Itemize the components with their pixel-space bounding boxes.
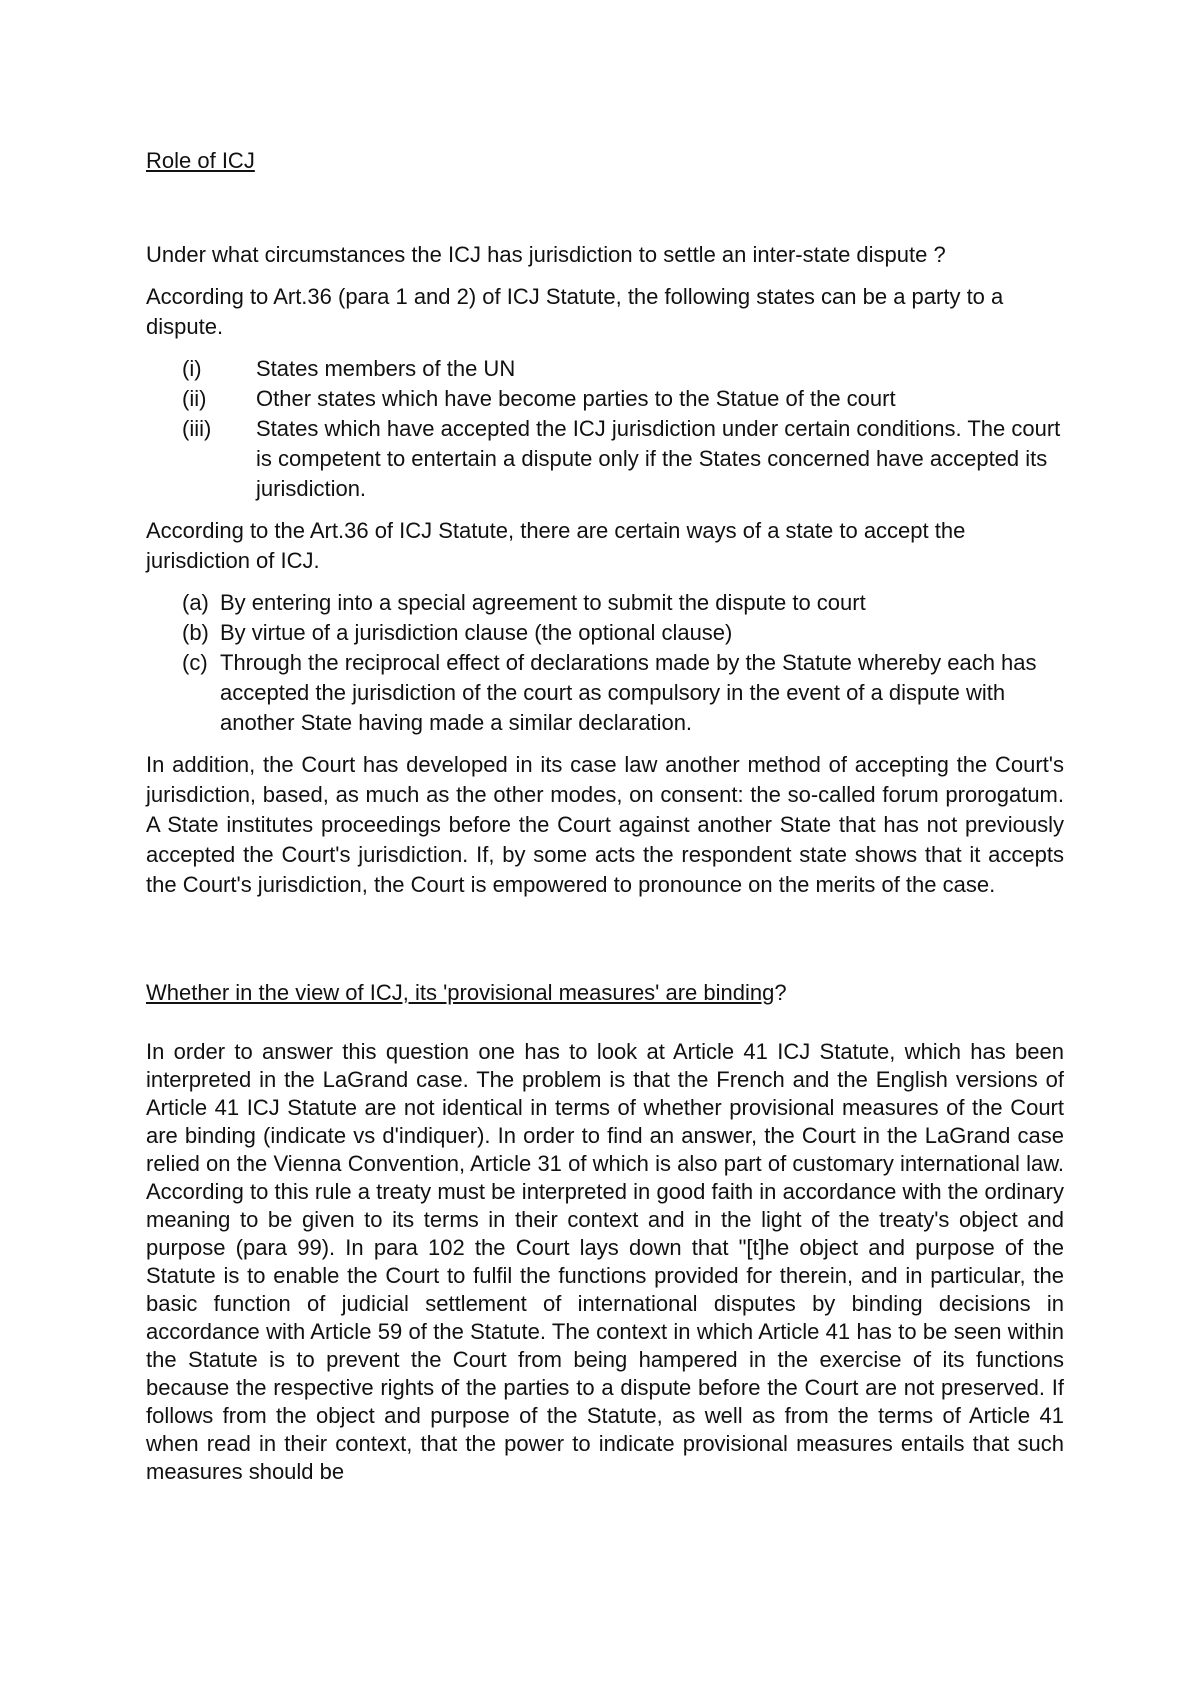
provisional-measures-paragraph: In order to answer this question one has to look at Article 41 ICJ Statute, which has been interpreted in the LaGrand case. The problem is that the French and the English versions of Article 41 ICJ Statute are not identical in terms of whether provisional measures of the Court are binding (indicate vs d'indiquer). In order to find an answer, the Court in the LaGrand case relied on the Vienna Convention, Article 31 of which is also part of customary international law. According to this rule a treaty must be interpreted in good faith in accordance with the ordinary meaning to be given to its terms in their context and in the light of the treaty's object and purpose (para 99). In para 102 the Court lays down that "[t]he object and purpose of the Statute is to enable the Court to fulfil the functions provided for therein, and in particular, the basic function of judicial settlement of international disputes by binding decisions in accordance with Article 59 of the Statute. The context in which Article 41 has to be seen within the Statute is to prevent the Court from being hampered in the exercise of its functions because the respective rights of the parties to a dispute before the Court are not preserved. If follows from the object and purpose of the Statute, as well as from the terms of Article 41 when read in their context, that the power to indicate provisional measures entails that such measures should be (146, 1039, 1064, 1484)
list-marker: (ii) (182, 386, 207, 411)
list-item-text: States members of the UN (256, 356, 516, 381)
list-marker: (a) (182, 590, 209, 615)
list-item (146, 618, 1064, 648)
list-item (146, 354, 1064, 384)
section-title-suffix: ? (774, 980, 787, 1005)
list-item-text: Other states which have become parties to the Statue of the court (256, 386, 896, 411)
list-item-text: States which have accepted the ICJ jurisdiction under certain conditions. The court is competent to entertain a dispute only if the States concerned have accepted its jurisdiction. (256, 416, 1061, 501)
forum-prorogatum-paragraph: In addition, the Court has developed in its case law another method of accepting the Court's jurisdiction, based, as much as the other modes, on consent: the so-called forum prorogatum. A State institutes proceedings before the Court against another State that has not previously accepted the Court's jurisdiction. If, by some acts the respondent state shows that it accepts the Court's jurisdiction, the Court is empowered to pronounce on the merits of the case. (146, 752, 1064, 897)
ways-intro: According to the Art.36 of ICJ Statute, there are certain ways of a state to accept the jurisdiction of ICJ. (146, 518, 966, 573)
list-item (146, 588, 1064, 618)
document-page (146, 146, 1064, 1486)
list-item (146, 414, 1064, 504)
parties-list (146, 354, 1064, 504)
list-marker: (b) (182, 620, 209, 645)
list-marker: (i) (182, 356, 202, 381)
list-item (146, 384, 1064, 414)
list-marker: (iii) (182, 416, 212, 441)
jurisdiction-question: Under what circumstances the ICJ has jurisdiction to settle an inter-state dispute ? (146, 242, 946, 267)
list-item-text: Through the reciprocal effect of declarations made by the Statute whereby each has accepted the jurisdiction of the court as compulsory in the event of a dispute with another State having made a similar declaration. (220, 650, 1037, 735)
list-marker: (c) (182, 650, 208, 675)
section-title-text: Whether in the view of ICJ, its 'provisional measures' are binding (146, 980, 775, 1005)
ways-list (146, 588, 1064, 738)
list-item-text: By entering into a special agreement to submit the dispute to court (220, 590, 866, 615)
list-item (146, 648, 1064, 738)
parties-intro: According to Art.36 (para 1 and 2) of ICJ Statute, the following states can be a party to a dispute. (146, 284, 1004, 339)
list-item-text: By virtue of a jurisdiction clause (the optional clause) (220, 620, 733, 645)
section-title-role-of-icj: Role of ICJ (146, 148, 255, 173)
section-title-provisional-measures (146, 978, 1064, 1008)
